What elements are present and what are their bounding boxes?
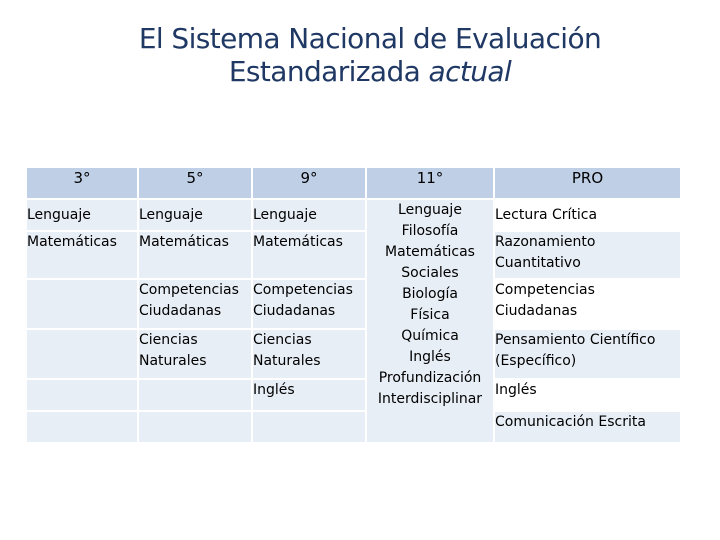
cell-5-competencias: Competencias Ciudadanas — [139, 280, 251, 328]
cell-9-ingles: Inglés — [253, 380, 365, 410]
cell-text: Cuantitativo — [495, 255, 581, 271]
list-item: Física — [410, 307, 450, 323]
header-grade-9: 9° — [253, 168, 365, 198]
table-row — [27, 280, 680, 328]
list-item: Interdisciplinar — [377, 391, 483, 407]
cell-text: (Específico) — [495, 353, 577, 369]
title-line-1: El Sistema Nacional de Evaluación — [138, 22, 602, 55]
cell-text: Competencias — [495, 282, 595, 298]
cell-3-matematicas: Matemáticas — [27, 232, 137, 278]
cell-pro-lectura: Lectura Crítica — [495, 200, 680, 230]
cell-9-ciencias: Ciencias Naturales — [253, 330, 365, 378]
list-item: Sociales — [401, 265, 459, 281]
cell-pro-competencias — [495, 280, 680, 328]
list-item: Biología — [402, 286, 458, 302]
list-item: Matemáticas — [385, 244, 475, 260]
header-row — [27, 168, 680, 198]
cell-9-matematicas: Matemáticas — [253, 232, 365, 278]
header-grade-5: 5° — [139, 168, 251, 198]
slide-title — [0, 22, 720, 88]
table-row — [27, 412, 680, 442]
cell-3-empty — [27, 380, 137, 410]
list-item: Profundización — [378, 370, 482, 386]
header-pro: PRO — [495, 168, 680, 198]
title-italic-word: actual — [428, 55, 512, 88]
cell-pro-comunicacion: Comunicación Escrita — [495, 412, 680, 442]
cell-5-empty — [139, 412, 251, 442]
cell-9-lenguaje: Lenguaje — [253, 200, 365, 230]
table-row — [27, 330, 680, 378]
cell-text: Pensamiento Científico — [495, 332, 656, 348]
cell-3-empty — [27, 280, 137, 328]
table-row — [27, 200, 680, 230]
evaluation-table — [25, 166, 682, 444]
list-item: Lenguaje — [398, 202, 462, 218]
cell-3-empty — [27, 412, 137, 442]
cell-3-lenguaje: Lenguaje — [27, 200, 137, 230]
cell-5-matematicas: Matemáticas — [139, 232, 251, 278]
list-item: Química — [401, 328, 459, 344]
list-item: Inglés — [409, 349, 451, 365]
cell-pro-pensamiento — [495, 330, 680, 378]
header-grade-11: 11° — [367, 168, 493, 198]
cell-11-subjects — [367, 200, 493, 442]
list-item: Filosofía — [401, 223, 459, 239]
cell-9-empty — [253, 412, 365, 442]
cell-5-ciencias: Ciencias Naturales — [139, 330, 251, 378]
cell-3-empty — [27, 330, 137, 378]
title-line-2-text: Estandarizada — [228, 55, 429, 88]
cell-pro-ingles: Inglés — [495, 380, 680, 410]
cell-text: Razonamiento — [495, 234, 596, 250]
cell-5-lenguaje: Lenguaje — [139, 200, 251, 230]
header-grade-3: 3° — [27, 168, 137, 198]
cell-9-competencias: Competencias Ciudadanas — [253, 280, 365, 328]
cell-text: Ciudadanas — [495, 303, 578, 319]
table-row — [27, 380, 680, 410]
cell-pro-razonamiento — [495, 232, 680, 278]
table-row — [27, 232, 680, 278]
cell-5-empty — [139, 380, 251, 410]
title-line-2 — [0, 55, 720, 88]
